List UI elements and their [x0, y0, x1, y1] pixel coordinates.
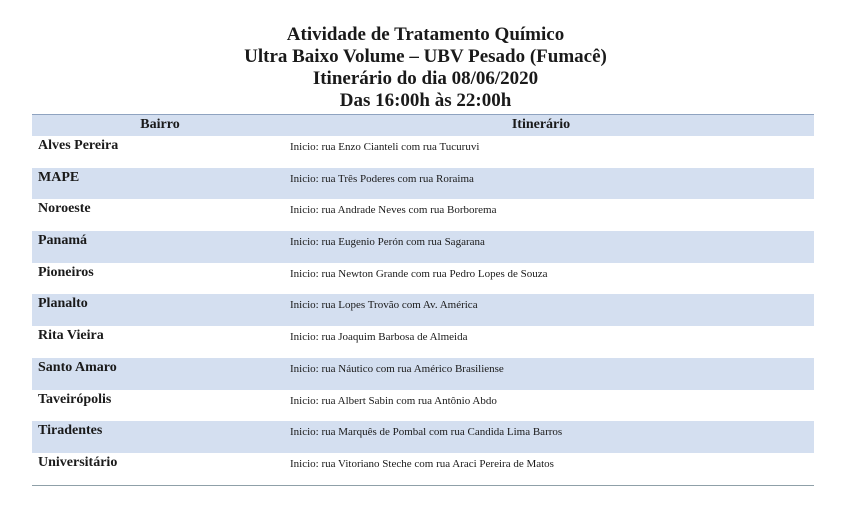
title-activity: Atividade de Tratamento Químico — [286, 24, 565, 45]
itinerary-table — [32, 114, 814, 486]
cell-itinerario: Inicio: rua Marquês de Pombal com rua Candida Lima Barros — [290, 426, 563, 439]
table-row — [32, 231, 814, 263]
cell-itinerario: Inicio: rua Enzo Cianteli com rua Tucuruvi — [290, 141, 480, 153]
cell-bairro: Planalto — [38, 296, 88, 312]
table-row — [32, 358, 814, 390]
table-row — [32, 168, 814, 200]
column-header-bairro: Bairro — [140, 117, 180, 132]
cell-itinerario: Inicio: rua Joaquim Barbosa de Almeida — [290, 331, 468, 344]
cell-itinerario: Inicio: rua Lopes Trovão com Av. América — [290, 299, 478, 312]
cell-bairro: Universitário — [38, 454, 118, 470]
table-body — [32, 136, 814, 485]
cell-itinerario: Inicio: rua Andrade Neves com rua Borborema — [290, 204, 497, 217]
cell-bairro: Noroeste — [38, 201, 91, 217]
cell-bairro: Alves Pereira — [38, 138, 119, 153]
cell-bairro: Taveirópolis — [38, 391, 112, 407]
cell-bairro: Santo Amaro — [38, 359, 117, 375]
cell-bairro: Pioneiros — [38, 264, 94, 280]
table-row — [32, 326, 814, 358]
table-row — [32, 453, 814, 485]
cell-itinerario: Inicio: rua Três Poderes com rua Roraima — [290, 172, 474, 185]
table-row — [32, 263, 814, 295]
cell-itinerario: Inicio: rua Vitoriano Steche com rua Araci Pereira de Matos — [290, 457, 554, 470]
cell-bairro: Tiradentes — [38, 423, 103, 439]
document-header — [0, 24, 851, 112]
table-row — [32, 421, 814, 453]
column-header-itinerario: Itinerário — [511, 117, 571, 132]
cell-itinerario: Inicio: rua Eugenio Perón com rua Sagarana — [290, 236, 485, 249]
cell-bairro: MAPE — [38, 169, 80, 185]
cell-bairro: Panamá — [38, 233, 87, 249]
cell-itinerario: Inicio: rua Newton Grande com rua Pedro Lopes de Souza — [290, 267, 548, 280]
table-row — [32, 294, 814, 326]
cell-itinerario: Inicio: rua Náutico com rua Américo Brasiliense — [290, 362, 504, 375]
table-row — [32, 199, 814, 231]
table-row — [32, 136, 814, 168]
cell-itinerario: Inicio: rua Albert Sabin com rua Antônio Abdo — [290, 394, 497, 407]
title-method: Ultra Baixo Volume – UBV Pesado (Fumacê) — [244, 46, 607, 67]
table-header — [32, 114, 814, 136]
title-date: Itinerário do dia 08/06/2020 — [312, 68, 539, 89]
title-time: Das 16:00h às 22:00h — [339, 90, 512, 111]
table-bottom-rule — [32, 485, 814, 486]
cell-bairro: Rita Vieira — [38, 328, 104, 344]
table-row — [32, 390, 814, 422]
